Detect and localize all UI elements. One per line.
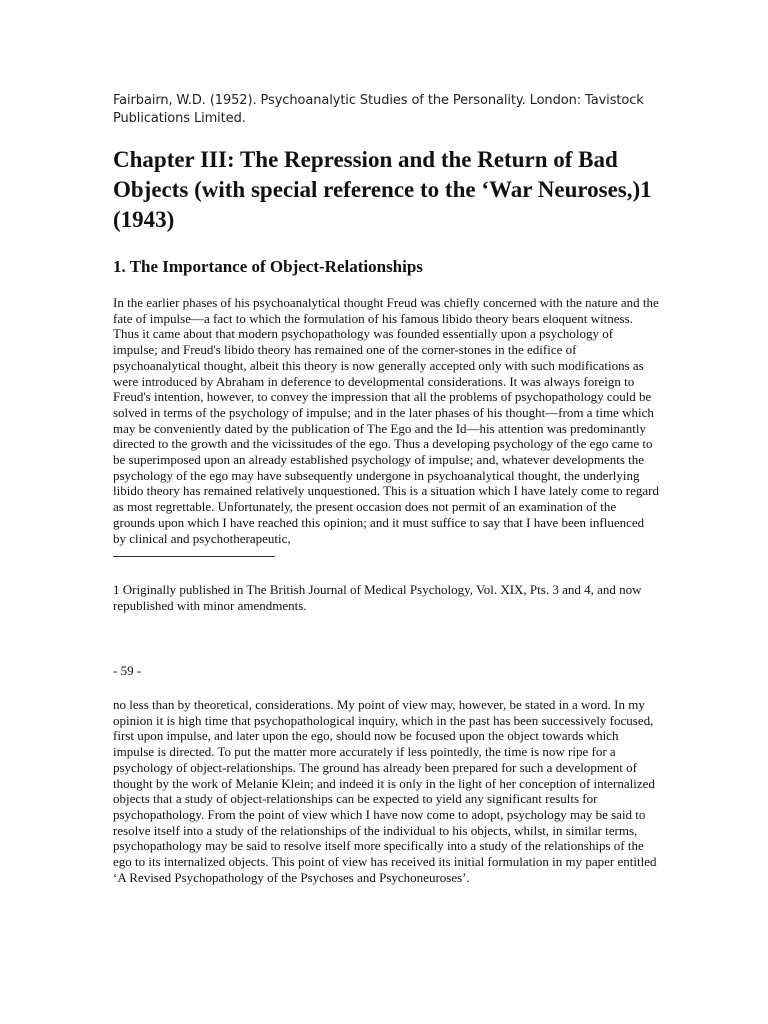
page-number: - 59 - — [113, 663, 142, 678]
body-paragraph-2: no less than by theoretical, considerations. My point of view may, however, be stated in a word. In my opinion it is high time that psychopathological inquiry, which in the past has been successively focused, first upon impulse, and later upon the ego, should now be focused upon the object towards which impulse is directed. To put the matter more accurately if less pointedly, the time is now ripe for a psychology of object-relationships. The ground has already been prepared for such a development of thought by the work of Melanie Klein; and indeed it is only in the light of her conception of internalized objects that a study of object-relationships can be expected to yield any significant results for psychopathology. From the point of view which I have now come to adopt, psychology may be said to resolve itself into a study of the relationships of the individual to his objects, whilst, in similar terms, psychopathology may be said to resolve itself more specifically into a study of the relationships of the ego to its internalized objects. This point of view has received its initial formulation in my paper entitled ‘A Revised Psychopathology of the Psychoses and Psychoneuroses’. — [113, 697, 657, 885]
footnote-divider — [113, 556, 275, 557]
section-heading: 1. The Importance of Object-Relationships — [113, 257, 423, 276]
citation: Fairbairn, W.D. (1952). Psychoanalytic Studies of the Personality. London: Tavistock Publications Limited. — [113, 93, 644, 126]
chapter-title: Chapter III: The Repression and the Return of Bad Objects (with special reference to the ‘War Neuroses,)1 (1943) — [113, 147, 652, 232]
body-paragraph-1: In the earlier phases of his psychoanalytical thought Freud was chiefly concerned with the nature and the fate of impulse—a fact to which the formulation of his famous libido theory bears eloquent witness. Thus it came about that modern psychopathology was founded essentially upon a psychology of impulse; and Freud's libido theory has remained one of the corner-stones in the edifice of psychoanalytical thought, albeit this theory is now generally accepted only with such modifications as were introduced by Abraham in deference to developmental considerations. It was always foreign to Freud's intention, however, to convey the impression that all the problems of psychopathology could be solved in terms of the psychology of impulse; and in the later phases of his thought—from a time which may be conveniently dated by the publication of The Ego and the Id—his attention was predominantly directed to the growth and the vicissitudes of the ego. Thus a developing psychology of the ego came to be superimposed upon an already established psychology of impulse; and, whatever developments the psychology of the ego may have subsequently undergone in psychoanalytical thought, the underlying libido theory has remained relatively unquestioned. This is a situation which I have lately come to regard as most regrettable. Unfortunately, the present occasion does not permit of an examination of the grounds upon which I have reached this opinion; and it must suffice to say that I have been influenced by clinical and psychotherapeutic, — [113, 295, 659, 546]
footnote: 1 Originally published in The British Journal of Medical Psychology, Vol. XIX, Pts. 3 and 4, and now republished with minor amendments. — [113, 582, 642, 613]
